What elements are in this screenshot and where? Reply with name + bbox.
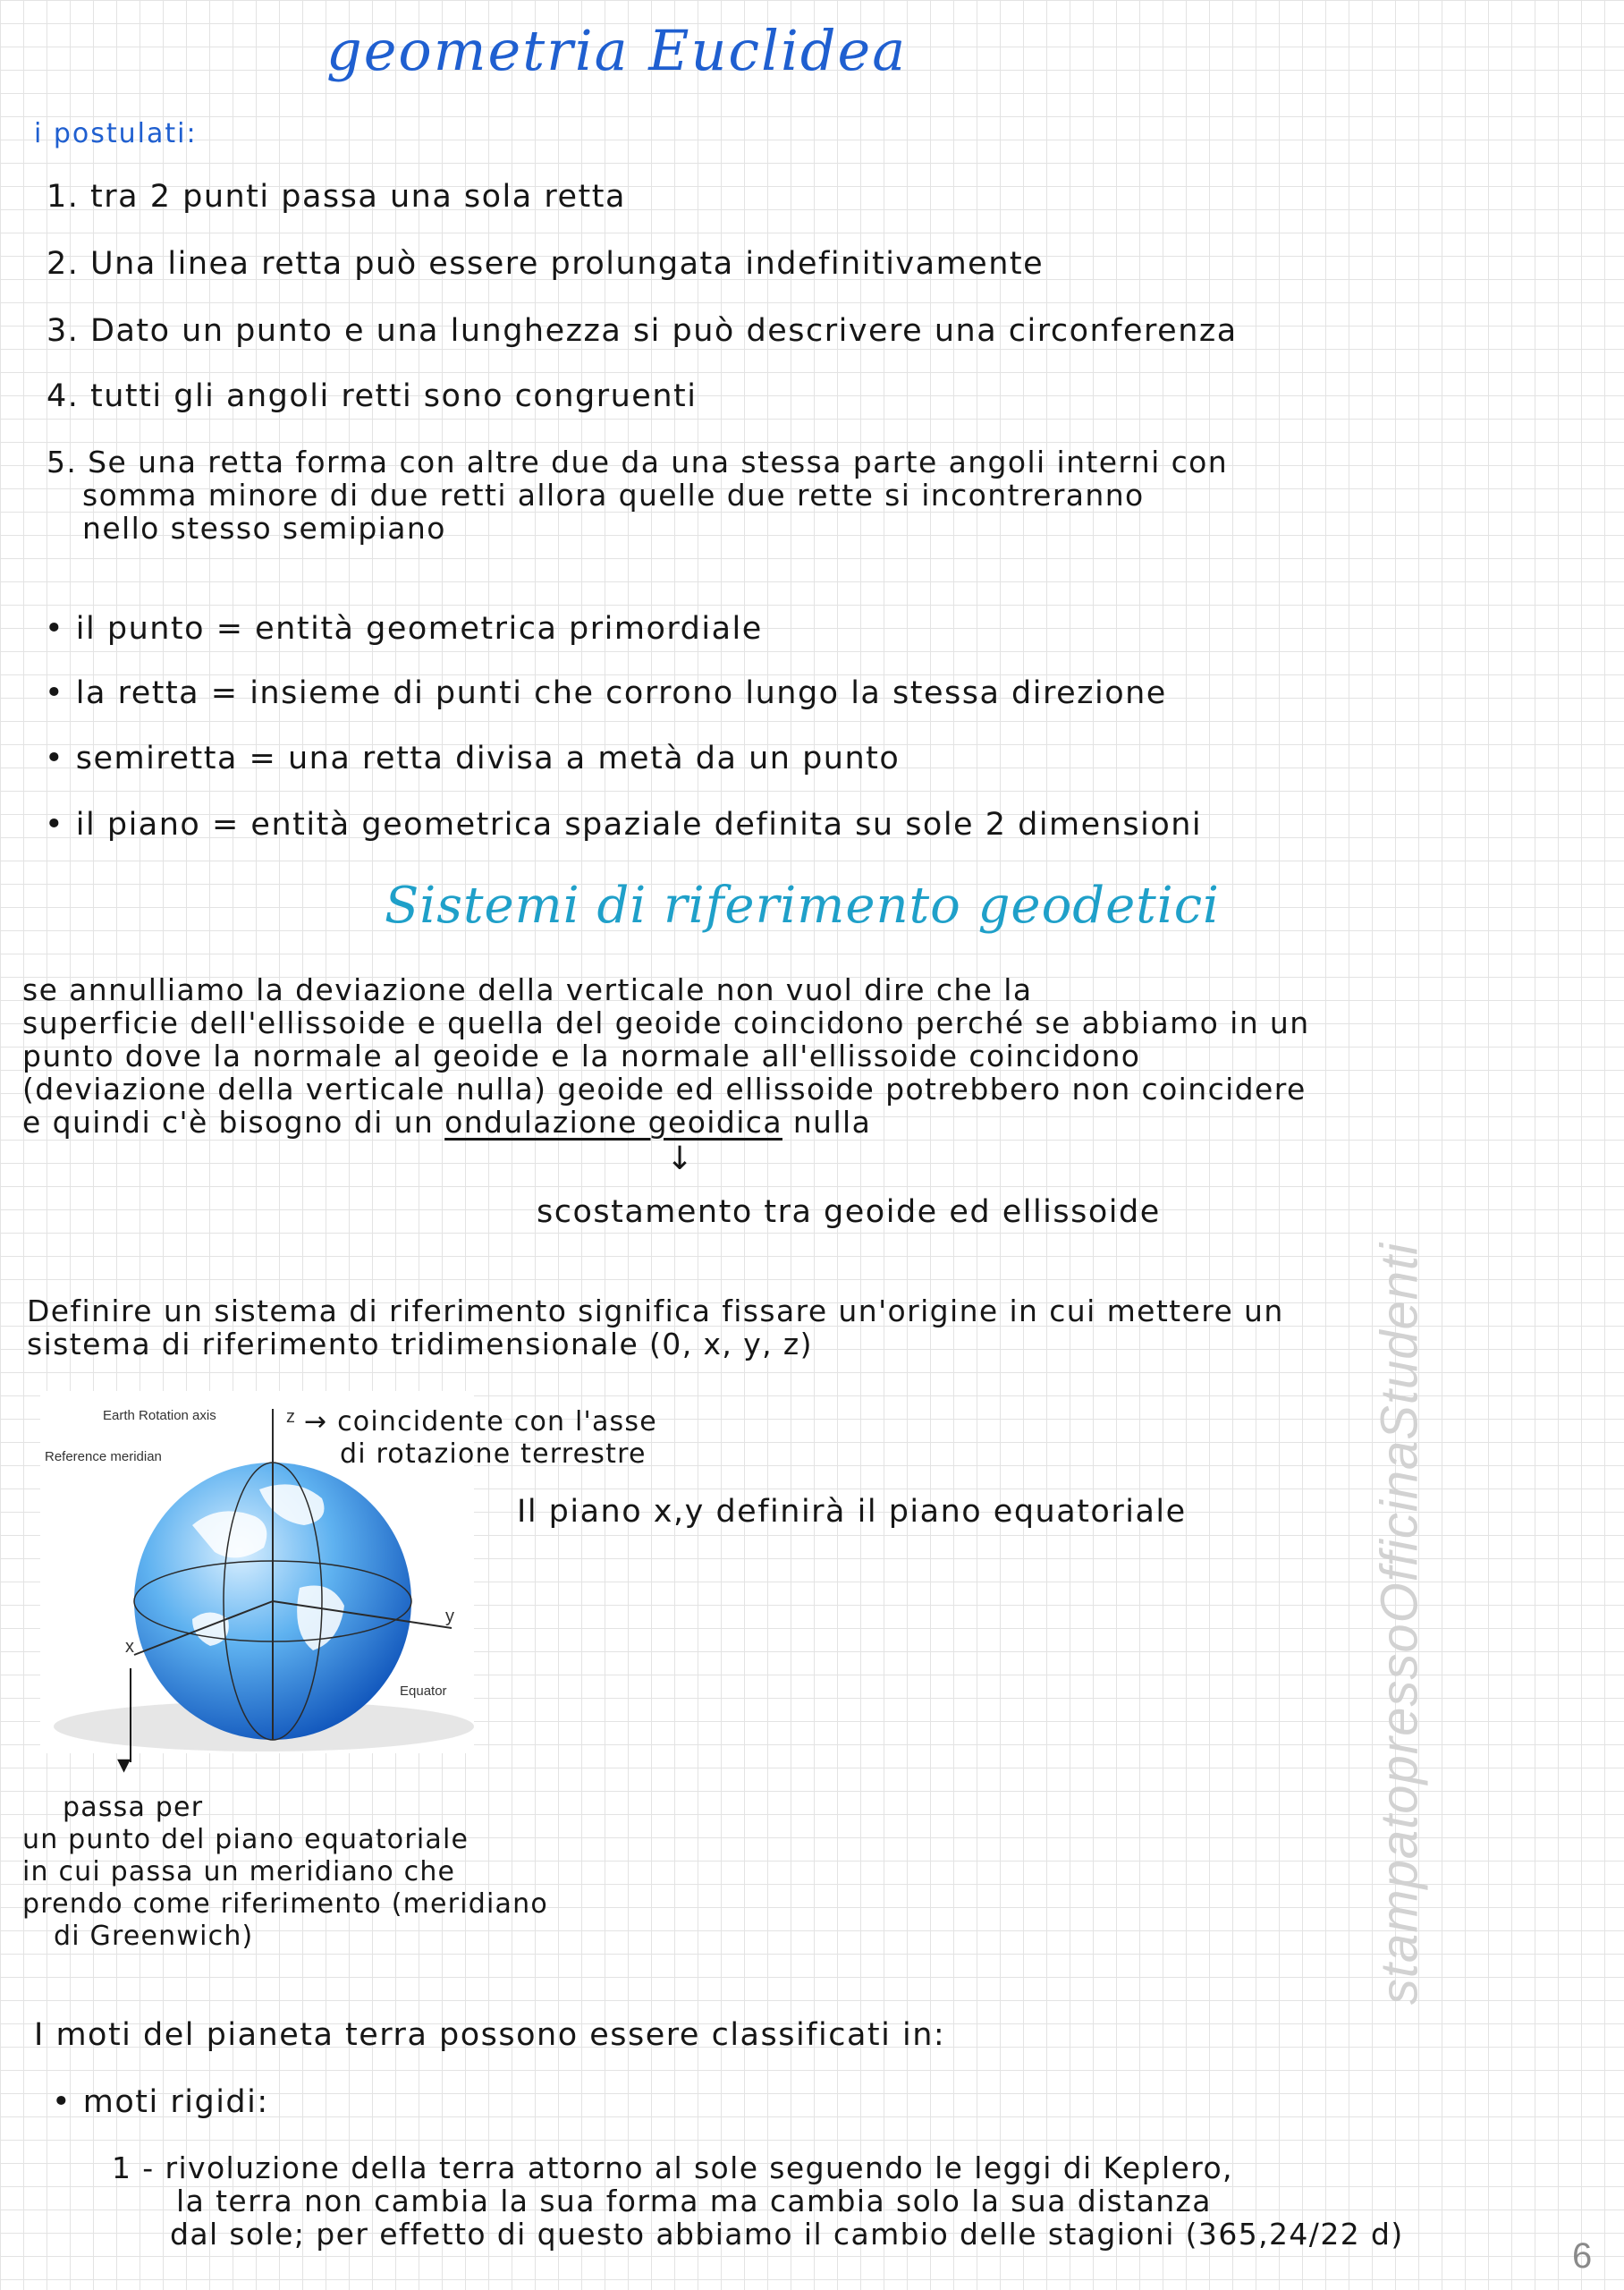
postulate-4: 4. tutti gli angoli retti sono congruenti — [47, 378, 698, 414]
paragraph-sistema-line-1: Definire un sistema di riferimento significa fissare un'origine in cui mettere un — [27, 1293, 1284, 1328]
definition-semiretta-text: semiretta = una retta divisa a metà da un punto — [75, 741, 901, 776]
definition-piano: • il piano = entità geometrica spaziale definita su sole 2 dimensioni — [45, 807, 1203, 843]
x-arrow-head-icon: ▾ — [117, 1749, 131, 1780]
rivoluzione-paragraph — [112, 2151, 1404, 2251]
label-reference-meridian: Reference meridian — [45, 1449, 162, 1464]
definition-retta-text: la retta = insieme di punti che corrono lungo la stessa direzione — [75, 675, 1167, 711]
moti-rigidi: • moti rigidi: — [52, 2084, 269, 2120]
arrow-down-icon: ↓ — [666, 1141, 694, 1177]
z-note — [304, 1406, 657, 1471]
label-equator: Equator — [400, 1684, 447, 1699]
page-title: geometria Euclidea — [326, 18, 908, 83]
page-number: 6 — [1572, 2236, 1593, 2276]
z-note-line-2: di rotazione terrestre — [340, 1438, 647, 1470]
x-note-line-5: di Greenwich) — [54, 1921, 254, 1952]
paragraph-deviazione-line-3: punto dove la normale al geoide e la normale all'ellissoide coincidono — [22, 1039, 1141, 1073]
definition-punto: • il punto = entità geometrica primordiale — [45, 611, 763, 647]
postulate-5-line-3: nello stesso semipiano — [82, 511, 446, 546]
paragraph-deviazione-line-5-text: e quindi c'è bisogno di un — [22, 1105, 435, 1140]
x-note-line-4: prendo come riferimento (meridiano — [22, 1888, 548, 1920]
postulate-5-line-1: 5. Se una retta forma con altre due da una stessa parte angoli interni con — [47, 445, 1229, 479]
paragraph-deviazione-line-5 — [22, 1106, 1310, 1139]
postulate-2: 2. Una linea retta può essere prolungata indefinitivamente — [47, 246, 1045, 282]
x-note-line-1: passa per — [63, 1792, 204, 1823]
rivoluzione-line-3: dal sole; per effetto di questo abbiamo il cambio delle stagioni (365,24/22 d) — [170, 2217, 1404, 2252]
section-title: Sistemi di riferimento geodetici — [385, 877, 1220, 935]
moti-intro: I moti del pianeta terra possono essere classificati in: — [34, 2017, 946, 2053]
x-note — [22, 1792, 548, 1953]
scostamento-note: scostamento tra geoide ed ellissoide — [537, 1194, 1161, 1230]
label-y: y — [445, 1607, 454, 1626]
ondulazione-geoidica: ondulazione geoidica — [444, 1105, 782, 1140]
paragraph-deviazione-line-4: (deviazione della verticale nulla) geoide ed ellissoide potrebbero non coincidere — [22, 1072, 1307, 1107]
x-note-line-2: un punto del piano equatoriale — [22, 1824, 469, 1855]
watermark: stampatopressoOfficinaStudenti — [1370, 1242, 1429, 2006]
ondulazione-after: nulla — [792, 1105, 872, 1140]
postulate-1: 1. tra 2 punti passa una sola retta — [47, 179, 626, 215]
postulate-5-line-2: somma minore di due retti allora quelle due rette si incontreranno — [82, 478, 1145, 513]
postulate-5 — [47, 445, 1228, 545]
definition-semiretta: • semiretta = una retta divisa a metà da un punto — [45, 741, 901, 776]
z-note-line-1: → coincidente con l'asse — [304, 1406, 657, 1438]
x-note-line-3: in cui passa un meridiano che — [22, 1856, 456, 1887]
paragraph-sistema — [27, 1294, 1284, 1361]
rivoluzione-line-1: 1 - rivoluzione della terra attorno al sole seguendo le leggi di Keplero, — [112, 2150, 1233, 2185]
rivoluzione-line-2: la terra non cambia la sua forma ma cambia solo la sua distanza — [176, 2184, 1212, 2218]
paragraph-deviazione-line-2: superficie dell'ellissoide e quella del geoide coincidono perché se abbiamo in un — [22, 1005, 1310, 1040]
label-x: x — [125, 1637, 134, 1657]
paragraph-deviazione-line-1: se annulliamo la deviazione della verticale non vuol dire che la — [22, 972, 1033, 1007]
postulati-heading: i postulati: — [34, 118, 198, 149]
definition-piano-text: il piano = entità geometrica spaziale definita su sole 2 dimensioni — [75, 807, 1203, 843]
postulate-3: 3. Dato un punto e una lunghezza si può descrivere una circonferenza — [47, 313, 1238, 349]
label-z: z — [286, 1407, 295, 1427]
definition-retta: • la retta = insieme di punti che corrono lungo la stessa direzione — [45, 675, 1167, 711]
plane-note: Il piano x,y definirà il piano equatoriale — [517, 1494, 1187, 1530]
moti-rigidi-text: moti rigidi: — [82, 2084, 269, 2120]
paragraph-sistema-line-2: sistema di riferimento tridimensionale (0, x, y, z) — [27, 1327, 813, 1361]
label-earth-rotation-axis: Earth Rotation axis — [103, 1408, 216, 1423]
definition-punto-text: il punto = entità geometrica primordiale — [75, 611, 763, 647]
paragraph-deviazione — [22, 973, 1310, 1139]
